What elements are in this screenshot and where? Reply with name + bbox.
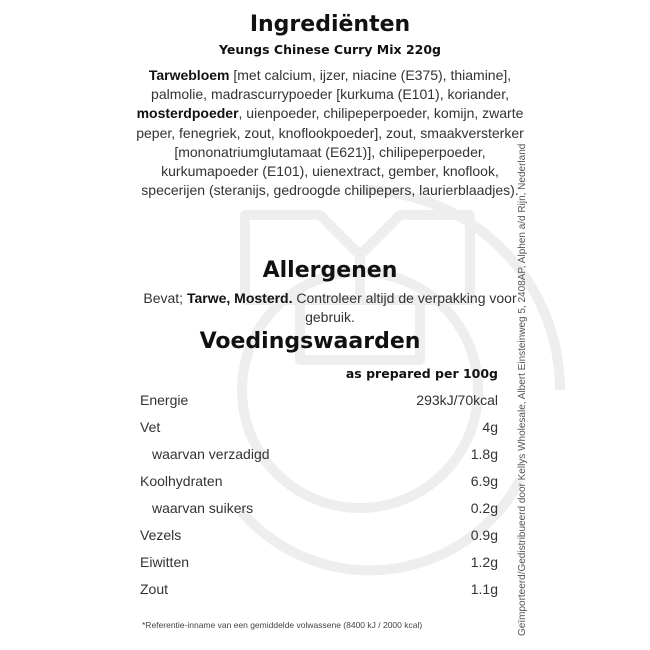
nutrient-value: 4g — [482, 419, 498, 435]
nutrition-row — [140, 495, 498, 522]
nutrient-label: waarvan suikers — [152, 500, 254, 516]
nutrition-row — [140, 441, 498, 468]
allergen-segment: Controleer altijd de verpakking voor gebruik. — [292, 290, 517, 326]
allergens-text — [135, 289, 525, 327]
nutrition-heading: Voedingswaarden — [199, 329, 421, 354]
allergen-bold-segment: Tarwe, Mosterd. — [186, 290, 293, 306]
product-name: Yeungs Chinese Curry Mix 220g — [218, 42, 441, 57]
nutrition-row — [140, 468, 498, 495]
nutrient-value: 1.8g — [470, 446, 498, 462]
ingredient-bold-segment: Tarwebloem — [148, 67, 230, 83]
ingredients-text — [135, 66, 525, 200]
nutrition-row — [140, 387, 498, 414]
nutrient-label: Vet — [140, 419, 161, 435]
nutrition-row — [140, 414, 498, 441]
nutrition-table — [140, 387, 498, 603]
nutrient-label: Koolhydraten — [140, 473, 223, 489]
ingredients-heading: Ingrediënten — [249, 12, 411, 37]
nutrient-label: Energie — [140, 392, 189, 408]
nutrient-label: Zout — [140, 581, 169, 597]
nutrition-row — [140, 549, 498, 576]
ingredient-segment: , uienpoeder, chilipeperpoeder, komijn, zwarte peper, fenegriek, zout, knoflookpoeder], zout, smaakversterker [mononatriumglutamaat (E621)], chilipeperpoeder, kurkumapoeder (E101), uienextract, gember, knoflook, specerijen (steranijs, gedroogde chilipepers, laurierblaadjes). — [136, 105, 524, 199]
distributor-text: Geïmporteerd/Gedistribueerd door Kellys Wholesale, Albert Einsteinweg 5, 2408AP, Alphen a/d Rijn, Nederland — [517, 143, 528, 636]
nutrition-basis: as prepared per 100g — [345, 366, 498, 381]
nutrient-label: Eiwitten — [140, 554, 190, 570]
allergen-segment: Bevat; — [143, 290, 187, 306]
nutrient-label: waarvan verzadigd — [152, 446, 270, 462]
nutrition-row — [140, 522, 498, 549]
ingredient-bold-segment: mosterdpoeder — [136, 105, 239, 122]
nutrition-row — [140, 576, 498, 603]
allergens-heading: Allergenen — [262, 258, 398, 283]
nutrient-value: 0.2g — [470, 500, 498, 516]
nutrient-label: Vezels — [140, 527, 182, 543]
nutrient-value: 1.1g — [470, 581, 498, 597]
footnote: *Referentie-inname van een gemiddelde volwassene (8400 kJ / 2000 kcal) — [142, 620, 423, 630]
nutrient-value: 293kJ/70kcal — [416, 392, 498, 408]
nutrient-value: 0.9g — [470, 527, 498, 543]
nutrient-value: 1.2g — [470, 554, 498, 570]
nutrient-value: 6.9g — [470, 473, 498, 489]
ingredient-segment: [met calcium, ijzer, niacine (E375), thiamine], palmolie, madrascurrypoeder [kurkuma (E101), koriander, — [151, 67, 512, 103]
